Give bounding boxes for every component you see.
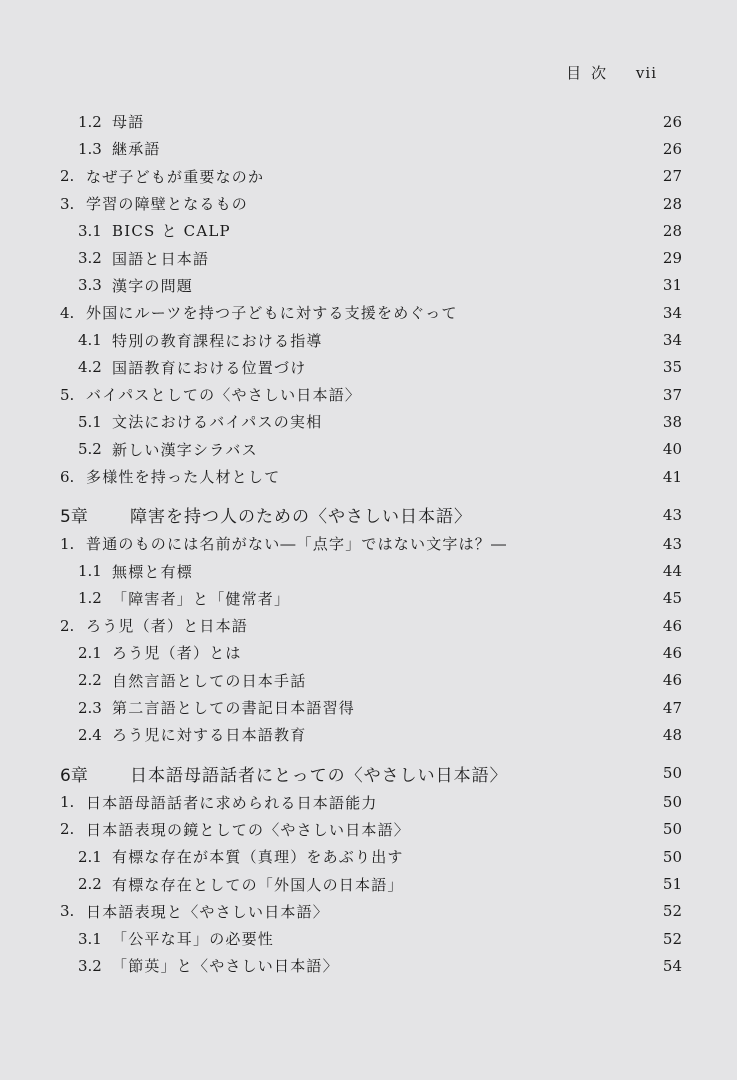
entry-page-number: 34: [662, 303, 682, 322]
toc-subsection-entry: [60, 108, 682, 135]
entry-number: 3.1: [78, 929, 102, 948]
entry-page-number: 38: [662, 412, 682, 431]
toc-section-entry: [60, 299, 682, 326]
toc-subsection-entry: [60, 585, 682, 612]
entry-number: 6.: [60, 467, 75, 486]
entry-title: 有標な存在としての「外国人の日本語」: [112, 875, 404, 894]
toc-subsection-entry: [60, 667, 682, 694]
entry-title: 有標な存在が本質（真理）をあぶり出す: [112, 848, 404, 867]
entry-title: ろう児（者）と日本語: [86, 617, 249, 636]
running-head-title: 目次: [566, 64, 617, 82]
entry-title: ろう児（者）とは: [112, 644, 242, 663]
entry-number: 3.1: [78, 221, 102, 240]
toc-subsection-entry: [60, 870, 682, 897]
entry-number: 1.2: [78, 589, 102, 608]
toc-subsection-entry: [60, 217, 682, 244]
entry-title: ろう児に対する日本語教育: [112, 726, 307, 745]
entry-title: 無標と有標: [112, 562, 194, 581]
entry-page-number: 34: [662, 331, 682, 350]
toc-subsection-entry: [60, 272, 682, 299]
entry-page-number: 29: [662, 249, 682, 268]
entry-number: 3.3: [78, 276, 102, 295]
entry-title: 日本語表現の鏡としての〈やさしい日本語〉: [86, 820, 411, 839]
toc-section-entry: [60, 789, 682, 816]
entry-page-number: 28: [662, 221, 682, 240]
chapter-page-number: 43: [662, 505, 682, 524]
chapter-number: 6章: [60, 765, 88, 786]
entry-title: 特別の教育課程における指導: [112, 331, 323, 350]
entry-page-number: 52: [662, 902, 682, 921]
entry-page-number: 46: [662, 643, 682, 662]
entry-page-number: 40: [662, 440, 682, 459]
entry-title: 「公平な耳」の必要性: [112, 930, 275, 949]
entry-title: 新しい漢字シラバス: [112, 440, 258, 459]
toc-subsection-entry: [60, 925, 682, 952]
entry-title: 外国にルーツを持つ子どもに対する支援をめぐって: [86, 304, 458, 323]
entry-title: なぜ子どもが重要なのか: [86, 167, 265, 186]
entry-page-number: 26: [662, 112, 682, 131]
chapter-heading: [60, 499, 682, 530]
entry-title: 「障害者」と「健常者」: [112, 589, 291, 608]
toc-subsection-entry: [60, 721, 682, 748]
toc-section-entry: [60, 898, 682, 925]
entry-title: BICS と CALP: [112, 222, 231, 241]
entry-title: 国語教育における位置づけ: [112, 358, 307, 377]
entry-number: 2.: [60, 820, 75, 839]
entry-title: 自然言語としての日本手話: [112, 671, 307, 690]
entry-title: 学習の障壁となるもの: [86, 195, 249, 214]
entry-page-number: 50: [662, 793, 682, 812]
entry-number: 1.: [60, 534, 75, 553]
entry-number: 1.: [60, 793, 75, 812]
entry-number: 2.: [60, 167, 75, 186]
toc-section-entry: [60, 612, 682, 639]
toc-subsection-entry: [60, 843, 682, 870]
entry-number: 2.3: [78, 698, 102, 717]
entry-number: 3.2: [78, 956, 102, 975]
entry-number: 2.: [60, 616, 75, 635]
entry-number: 3.: [60, 194, 75, 213]
entry-title: 日本語母語話者に求められる日本語能力: [86, 793, 378, 812]
entry-page-number: 47: [662, 698, 682, 717]
toc-section-entry: [60, 381, 682, 408]
chapter-title: 日本語母語話者にとっての〈やさしい日本語〉: [130, 765, 508, 786]
toc-subsection-entry: [60, 557, 682, 584]
entry-title: 母語: [112, 113, 145, 132]
entry-title: 継承語: [112, 140, 161, 159]
entry-page-number: 52: [662, 929, 682, 948]
entry-title: 文法におけるバイパスの実相: [112, 413, 323, 432]
toc-subsection-entry: [60, 135, 682, 162]
toc-subsection-entry: [60, 952, 682, 979]
entry-page-number: 54: [662, 956, 682, 975]
entry-title: 普通のものには名前がない―「点字」ではない文字は？―: [86, 535, 508, 554]
entry-page-number: 48: [662, 725, 682, 744]
entry-number: 2.1: [78, 847, 102, 866]
entry-page-number: 27: [662, 167, 682, 186]
entry-page-number: 31: [662, 276, 682, 295]
entry-number: 5.: [60, 385, 75, 404]
entry-title: 日本語表現と〈やさしい日本語〉: [86, 902, 330, 921]
entry-number: 1.3: [78, 139, 102, 158]
entry-number: 1.2: [78, 112, 102, 131]
entry-number: 3.: [60, 902, 75, 921]
entry-number: 2.1: [78, 643, 102, 662]
entry-page-number: 35: [662, 358, 682, 377]
entry-title: 第二言語としての書記日本語習得: [112, 699, 356, 718]
entry-number: 4.1: [78, 331, 102, 350]
table-of-contents: [60, 108, 682, 980]
entry-title: バイパスとしての〈やさしい日本語〉: [86, 386, 362, 405]
entry-number: 4.2: [78, 358, 102, 377]
chapter-page-number: 50: [662, 764, 682, 783]
toc-subsection-entry: [60, 436, 682, 463]
toc-subsection-entry: [60, 354, 682, 381]
chapter-title: 障害を持つ人のための〈やさしい日本語〉: [130, 507, 472, 528]
entry-title: 国語と日本語: [112, 249, 210, 268]
toc-subsection-entry: [60, 408, 682, 435]
entry-page-number: 51: [662, 875, 682, 894]
entry-title: 漢字の問題: [112, 276, 194, 295]
entry-page-number: 41: [662, 467, 682, 486]
entry-page-number: 50: [662, 847, 682, 866]
entry-title: 多様性を持った人材として: [86, 468, 281, 486]
toc-section-entry: [60, 463, 682, 490]
entry-number: 5.2: [78, 440, 102, 459]
entry-number: 1.1: [78, 562, 102, 581]
entry-page-number: 26: [662, 139, 682, 158]
chapter-number: 5章: [60, 507, 88, 528]
entry-page-number: 44: [662, 562, 682, 581]
entry-page-number: 28: [662, 194, 682, 213]
entry-page-number: 46: [662, 616, 682, 635]
toc-subsection-entry: [60, 694, 682, 721]
entry-number: 4.: [60, 303, 75, 322]
toc-section-entry: [60, 163, 682, 190]
toc-section-entry: [60, 530, 682, 557]
entry-page-number: 46: [662, 671, 682, 690]
entry-page-number: 37: [662, 385, 682, 404]
chapter-heading: [60, 758, 682, 789]
running-head-page-number: vii: [635, 64, 657, 82]
entry-number: 2.4: [78, 725, 102, 744]
entry-page-number: 45: [662, 589, 682, 608]
toc-subsection-entry: [60, 244, 682, 271]
toc-subsection-entry: [60, 639, 682, 666]
entry-number: 5.1: [78, 412, 102, 431]
toc-section-entry: [60, 190, 682, 217]
toc-subsection-entry: [60, 326, 682, 353]
entry-number: 2.2: [78, 875, 102, 894]
entry-number: 3.2: [78, 249, 102, 268]
entry-number: 2.2: [78, 671, 102, 690]
entry-title: 「節英」と〈やさしい日本語〉: [112, 957, 339, 976]
entry-page-number: 43: [662, 534, 682, 553]
toc-section-entry: [60, 816, 682, 843]
running-head: [566, 62, 657, 83]
entry-page-number: 50: [662, 820, 682, 839]
